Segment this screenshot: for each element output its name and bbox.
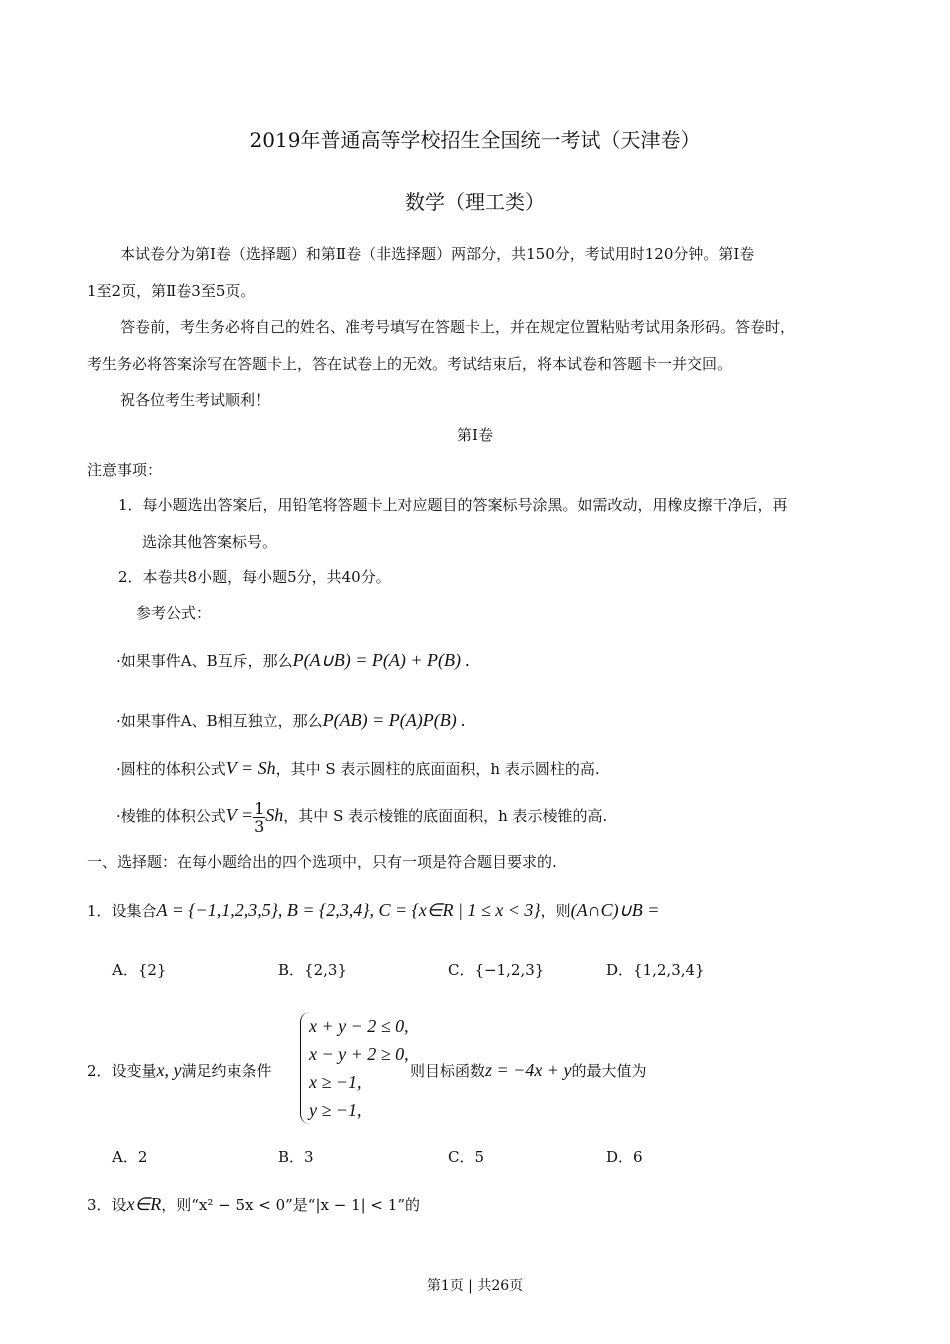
exam-title: 2019年普通高等学校招生全国统一考试（天津卷） <box>249 128 701 152</box>
formula-independent <box>116 710 466 731</box>
q2-option-c: C．5 <box>448 1148 485 1166</box>
intro-line: 1至2页，第Ⅱ卷3至5页。 <box>87 282 256 300</box>
question-2-stem <box>87 1060 272 1081</box>
formula-text: ·如果事件A、B相互独立，那么 <box>116 712 323 730</box>
constraint: x + y − 2 ≤ 0, <box>309 1016 409 1036</box>
formula-math: Sh <box>265 805 284 825</box>
question-2-tail <box>410 1060 646 1081</box>
formula-text: ，其中 S 表示棱锥的底面面积，h 表示棱锥的高. <box>283 807 608 825</box>
page-footer: 第1页 | 共26页 <box>426 1278 524 1294</box>
question-math: (A∩C)∪B = <box>570 900 660 920</box>
part-title: 第Ⅰ卷 <box>457 426 493 444</box>
q2-option-d: D．6 <box>606 1148 643 1166</box>
intro-line: 本试卷分为第Ⅰ卷（选择题）和第Ⅱ卷（非选择题）两部分，共150分，考试用时120分钟。第Ⅰ卷 <box>120 245 755 263</box>
formula-exclusive <box>116 650 470 671</box>
question-text: 的最大值为 <box>571 1062 647 1080</box>
intro-line: 答卷前，考生务必将自己的姓名、准考号填写在答题卡上，并在规定位置粘贴考试用条形码。答卷时， <box>120 318 796 336</box>
q2-option-a: A．2 <box>112 1148 148 1166</box>
question-stem: 2．设变量 <box>87 1062 157 1080</box>
question-text: ，则 <box>540 902 571 920</box>
note-item: 1．每小题选出答案后，用铅笔将答题卡上对应题目的答案标号涂黑。如需改动，用橡皮擦干净后，再 <box>118 496 788 514</box>
note-item: 选涂其他答案标号。 <box>142 533 278 551</box>
question-math: x∈R <box>126 1194 162 1214</box>
fraction-denominator: 3 <box>254 816 265 836</box>
formula-text: ·圆柱的体积公式 <box>116 760 226 778</box>
formulas-label: 参考公式： <box>136 604 212 622</box>
formula-math: P(A∪B) = P(A) + P(B) . <box>292 650 471 670</box>
intro-line: 祝各位考生考试顺利！ <box>120 391 271 409</box>
question-stem: 3．设 <box>87 1196 127 1214</box>
question-math: z = −4x + y <box>485 1060 572 1080</box>
q1-option-b: B．{2,3} <box>278 961 347 979</box>
formula-math: V = Sh <box>225 758 276 778</box>
intro-line: 考生务必将答案涂写在答题卡上，答在试卷上的无效。考试结束后，将本试卷和答题卡一并交回。 <box>87 355 733 373</box>
formula-math: V = <box>225 805 254 825</box>
question-1 <box>87 900 659 921</box>
exam-subtitle: 数学（理工类） <box>405 190 545 214</box>
q1-option-c: C．{−1,2,3} <box>448 961 545 979</box>
notes-label: 注意事项： <box>87 461 163 479</box>
fraction-numerator: 1 <box>254 798 265 818</box>
formula-math: P(AB) = P(A)P(B) . <box>322 710 466 730</box>
formula-text: ，其中 S 表示圆柱的底面面积，h 表示圆柱的高. <box>275 760 600 778</box>
question-stem: 1．设集合 <box>87 902 157 920</box>
question-math: A = {−1,1,2,3,5}, B = {2,3,4}, C = {x∈R | 1 ≤ x < 3} <box>156 900 541 920</box>
q2-option-b: B．3 <box>278 1148 314 1166</box>
question-3 <box>87 1194 420 1215</box>
fraction <box>253 800 265 835</box>
constraint-system <box>300 1012 409 1124</box>
question-text: ，则“x² − 5x < 0”是“|x − 1| < 1”的 <box>161 1196 420 1214</box>
constraint: x ≥ −1, <box>309 1072 362 1092</box>
q1-option-d: D．{1,2,3,4} <box>606 961 705 979</box>
section-heading: 一、选择题：在每小题给出的四个选项中，只有一项是符合题目要求的. <box>87 853 557 871</box>
question-text: 满足约束条件 <box>181 1062 272 1080</box>
question-math: x, y <box>156 1060 182 1080</box>
constraint: x − y + 2 ≥ 0, <box>309 1044 409 1064</box>
formula-cylinder <box>116 758 600 779</box>
q1-option-a: A．{2} <box>112 961 167 979</box>
note-item: 2．本卷共8小题，每小题5分，共40分。 <box>118 568 391 586</box>
constraint: y ≥ −1, <box>309 1100 362 1120</box>
formula-text: ·棱锥的体积公式 <box>116 807 226 825</box>
question-text: 则目标函数 <box>410 1062 486 1080</box>
formula-pyramid <box>116 795 607 836</box>
formula-text: ·如果事件A、B互斥，那么 <box>116 652 293 670</box>
